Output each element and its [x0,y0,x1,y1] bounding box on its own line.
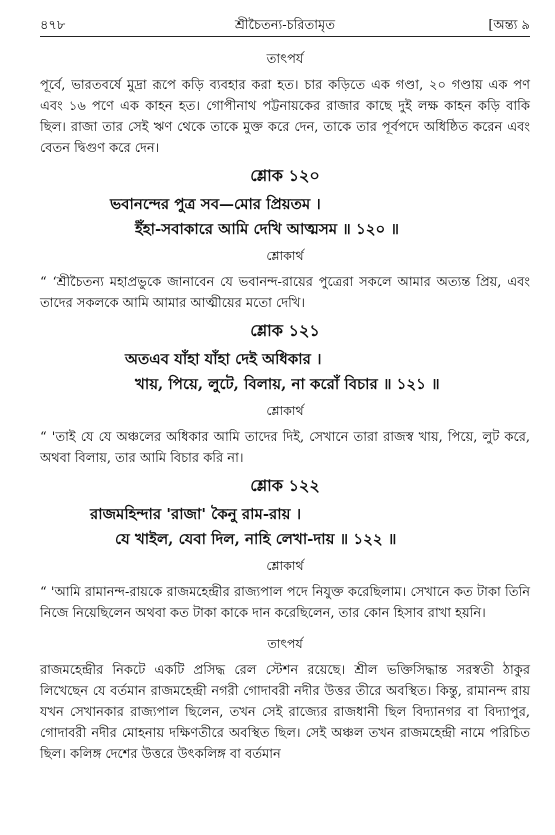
verse-label-120: শ্লোক ১২০ [250,166,320,185]
book-title: শ্রীচৈতন্য-চরিতামৃত [234,18,336,33]
verse-label-121: শ্লোক ১২১ [250,321,320,340]
purport-heading: তাৎপর্য [266,52,304,67]
translation-heading-120: শ্লোকার্থ [266,248,304,263]
translation-120: “ ‘শ্রীচৈতন্য মহাপ্রভুকে জানাবেন যে ভবানন্দ-রায়ের পুত্রেরা সকলে আমার অত্যন্ত প্রিয়, এবং তাদের সকলকে আমি আমার আত্মীয়ের মতো দেখি। [40,275,530,311]
translation-heading-121: শ্লোকার্থ [266,403,304,418]
verse-120-line-2: ইঁহা-সবাকারে আমি দেখি আত্মসম ॥ ১২০ ॥ [135,220,399,238]
page-number: ৪৭৮ [40,18,66,33]
purport-paragraph: পূর্বে, ভারতবর্ষে মুদ্রা রূপে কড়ি ব্যবহার করা হত। চার কড়িতে এক গণ্ডা, ২০ গণ্ডায় এক পণ এবং ১৬ পণে এক কাহন হত। গোপীনাথ পট্টনায়কের রাজার কাছে দুই লক্ষ কাহন কড়ি বাকি ছিল। রাজা তার সেই ঋণ থেকে তাকে মুক্ত করে দেন, তাকে তার পূর্বপদে অধিষ্ঠিত করেন এবং বেতন দ্বিগুণ করে দেন। [40,78,530,156]
page-content [40,44,530,765]
verse-121-line-2: খায়, পিয়ে, লুটে, বিলায়, না করোঁ বিচার ॥ ১২১ ॥ [135,375,440,393]
page-header [40,12,530,36]
verse-label-122: শ্লোক ১২২ [250,476,320,495]
verse-121-line-1: অতএব যাঁহা যাঁহা দেই অধিকার । [125,350,322,368]
purport-paragraph-2: রাজমহেন্দ্রীর নিকটে একটি প্রসিদ্ধ রেল স্টেশন রয়েছে। শ্রীল ভক্তিসিদ্ধান্ত সরস্বতী ঠাকুর লিখেছেন যে বর্তমান রাজমহেন্দ্রী নগরী গোদাবরী নদীর উত্তর তীরে অবস্থিত। কিন্তু, রামানন্দ রায় যখন সেখানকার রাজ্যপাল ছিলেন, তখন সেই রাজ্যের রাজধানী ছিল বিদ্যানগর বা বিদ্যাপুর, গোদাবরী নদীর মোহনায় দক্ষিণতীরে অবস্থিত ছিল। সেই অঞ্চল তখন রাজমহেন্দ্রী নামে পরিচিত ছিল। কলিঙ্গ দেশের উত্তরে উৎকলিঙ্গ বা বর্তমান [40,663,530,762]
header-rule [40,36,530,37]
purport-heading-2: তাৎপর্য [267,636,303,651]
translation-121: “ 'তাই যে যে অঞ্চলের অধিকার আমি তাদের দিই, সেখানে তারা রাজস্ব খায়, পিয়ে, লুট করে, অথবা বিলায়, তার আমি বিচার করি না। [40,430,530,466]
verse-122-line-1: রাজমহিন্দার 'রাজা' কৈনু রাম-রায় । [90,505,302,523]
verse-120-line-1: ভবানন্দের পুত্র সব—মোর প্রিয়তম । [110,195,321,213]
verse-122-line-2: যে খাইল, যেবা দিল, নাহি লেখা-দায় ॥ ১২২ ॥ [115,530,397,548]
translation-122: “ 'আমি রামানন্দ-রায়কে রাজমহেন্দ্রীর রাজ্যপাল পদে নিযুক্ত করেছিলাম। সেখানে কত টাকা তিনি নিজে নিয়েছিলেন অথবা কত টাকা কাকে দান করেছিলেন, তার কোন হিসাব রাখা হয়নি। [40,585,530,621]
translation-heading-122: শ্লোকার্থ [266,558,304,573]
chapter-reference: [অন্ত্য ৯ [488,18,530,33]
